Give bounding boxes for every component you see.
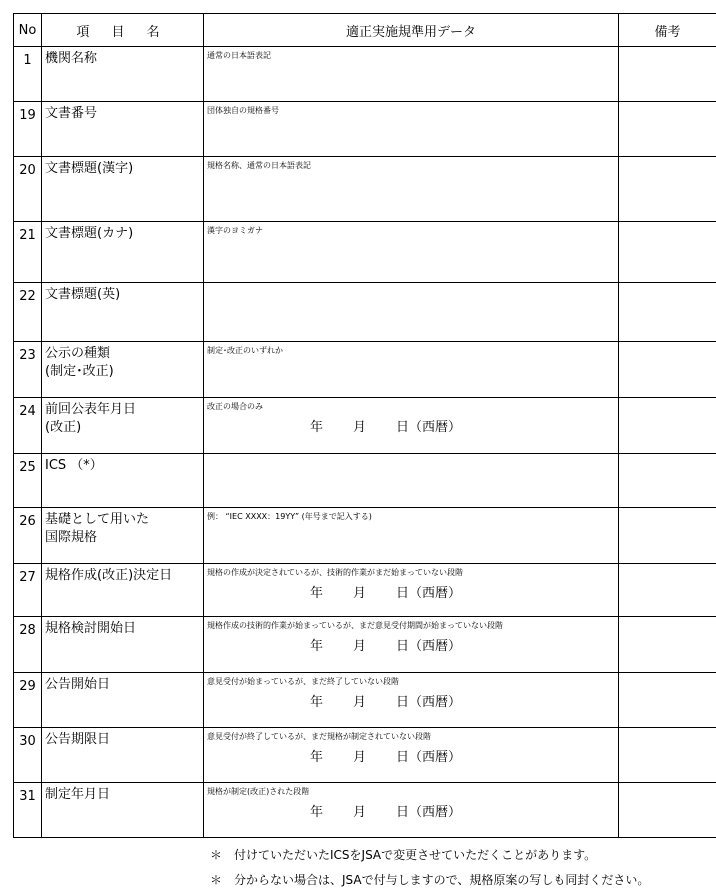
item-cell xyxy=(42,283,204,342)
remarks-cell[interactable] xyxy=(619,454,716,508)
item-cell xyxy=(42,564,204,617)
table-row xyxy=(14,617,716,673)
data-note: 通常の日本語表記 xyxy=(207,51,271,60)
day-label: 日（西暦） xyxy=(396,695,462,710)
item-name: 文書番号 xyxy=(45,106,98,121)
table-row xyxy=(14,508,716,564)
table-row xyxy=(14,398,716,454)
month-label: 月 xyxy=(353,750,367,765)
row-number: 30 xyxy=(14,728,42,783)
year-label: 年 xyxy=(310,805,324,820)
year-label: 年 xyxy=(310,695,324,710)
row-number: 22 xyxy=(14,283,42,342)
month-label: 月 xyxy=(353,639,367,654)
remarks-cell[interactable] xyxy=(619,508,716,564)
table-row xyxy=(14,222,716,283)
table-row xyxy=(14,102,716,157)
row-number: 27 xyxy=(14,564,42,617)
item-cell xyxy=(42,673,204,728)
year-label: 年 xyxy=(310,586,324,601)
data-cell[interactable] xyxy=(204,617,619,673)
item-cell xyxy=(42,222,204,283)
table-row xyxy=(14,342,716,398)
row-number: 20 xyxy=(14,157,42,222)
month-label: 月 xyxy=(353,586,367,601)
item-name: 制定年月日 xyxy=(45,787,111,802)
header-data: 適正実施規準用データ xyxy=(204,14,619,47)
header-item: 項 目 名 xyxy=(42,14,204,47)
row-number: 24 xyxy=(14,398,42,454)
header-no: No xyxy=(14,14,42,47)
remarks-cell[interactable] xyxy=(619,283,716,342)
item-name: 機関名称 xyxy=(45,51,98,66)
remarks-cell[interactable] xyxy=(619,398,716,454)
data-note: 意見受付が終了しているが、まだ規格が制定されていない段階 xyxy=(207,732,431,741)
row-number: 26 xyxy=(14,508,42,564)
data-note: 規格が制定(改正)された段階 xyxy=(207,787,310,796)
item-name: 公示の種類 xyxy=(45,346,111,361)
data-cell[interactable] xyxy=(204,728,619,783)
data-cell[interactable] xyxy=(204,102,619,157)
day-label: 日（西暦） xyxy=(396,586,462,601)
data-note: 漢字のヨミガナ xyxy=(207,226,263,235)
date-line xyxy=(207,416,618,435)
day-label: 日（西暦） xyxy=(396,805,462,820)
item-cell xyxy=(42,728,204,783)
data-cell[interactable] xyxy=(204,47,619,102)
item-name-sub: 国際規格 xyxy=(45,530,98,545)
item-name-sub: (改正) xyxy=(45,420,82,435)
data-cell[interactable] xyxy=(204,673,619,728)
item-name: 文書標題(漢字) xyxy=(45,161,134,176)
data-note: 例： “IEC XXXX：19YY” (年号まで記入する) xyxy=(207,512,372,521)
footnote-unknown: ＊ 分からない場合は、JSAで付与しますので、規格原案の写しも同封ください。 xyxy=(210,873,650,887)
table-row xyxy=(14,47,716,102)
item-cell xyxy=(42,398,204,454)
table-row xyxy=(14,728,716,783)
remarks-cell[interactable] xyxy=(619,47,716,102)
row-number: 29 xyxy=(14,673,42,728)
item-name: 公告期限日 xyxy=(45,732,111,747)
remarks-cell[interactable] xyxy=(619,222,716,283)
footnote-ics: ＊ 付けていただいたICSをJSAで変更させていただくことがあります。 xyxy=(210,848,597,862)
date-line xyxy=(207,635,618,654)
table-row xyxy=(14,283,716,342)
row-number: 31 xyxy=(14,783,42,838)
item-cell xyxy=(42,617,204,673)
row-number: 1 xyxy=(14,47,42,102)
remarks-cell[interactable] xyxy=(619,342,716,398)
month-label: 月 xyxy=(353,420,367,435)
data-note: 規格名称、通常の日本語表記 xyxy=(207,161,311,170)
item-cell xyxy=(42,157,204,222)
date-line xyxy=(207,746,618,765)
data-cell[interactable] xyxy=(204,564,619,617)
remarks-cell[interactable] xyxy=(619,673,716,728)
data-cell[interactable] xyxy=(204,222,619,283)
table-row xyxy=(14,783,716,838)
data-note: 制定･改正のいずれか xyxy=(207,346,283,355)
table-row xyxy=(14,564,716,617)
row-number: 21 xyxy=(14,222,42,283)
date-line xyxy=(207,691,618,710)
item-name: 文書標題(カナ) xyxy=(45,226,134,241)
data-cell[interactable] xyxy=(204,454,619,508)
data-cell[interactable] xyxy=(204,398,619,454)
table-row xyxy=(14,157,716,222)
day-label: 日（西暦） xyxy=(396,750,462,765)
table-row xyxy=(14,454,716,508)
data-cell[interactable] xyxy=(204,342,619,398)
standards-data-form xyxy=(13,13,716,838)
data-cell[interactable] xyxy=(204,157,619,222)
item-name-sub: (制定･改正) xyxy=(45,364,114,379)
header-row xyxy=(14,14,716,47)
item-cell xyxy=(42,783,204,838)
remarks-cell[interactable] xyxy=(619,728,716,783)
data-cell[interactable] xyxy=(204,508,619,564)
data-cell[interactable] xyxy=(204,283,619,342)
item-name: 基礎として用いた xyxy=(45,512,150,527)
month-label: 月 xyxy=(353,695,367,710)
row-number: 25 xyxy=(14,454,42,508)
month-label: 月 xyxy=(353,805,367,820)
item-name: ICS （*） xyxy=(45,458,103,473)
item-name: 規格検討開始日 xyxy=(45,621,137,636)
item-cell xyxy=(42,454,204,508)
day-label: 日（西暦） xyxy=(396,639,462,654)
item-name: 前回公表年月日 xyxy=(45,402,137,417)
year-label: 年 xyxy=(310,750,324,765)
item-cell xyxy=(42,102,204,157)
remarks-cell[interactable] xyxy=(619,102,716,157)
data-note: 改正の場合のみ xyxy=(207,402,263,411)
remarks-cell[interactable] xyxy=(619,564,716,617)
remarks-cell[interactable] xyxy=(619,783,716,838)
table-row xyxy=(14,673,716,728)
item-cell xyxy=(42,47,204,102)
item-name: 公告開始日 xyxy=(45,677,111,692)
data-note: 意見受付が始まっているが、まだ終了していない段階 xyxy=(207,677,399,686)
remarks-cell[interactable] xyxy=(619,617,716,673)
row-number: 28 xyxy=(14,617,42,673)
data-note: 規格の作成が決定されているが、技術的作業がまだ始まっていない段階 xyxy=(207,568,463,577)
date-line xyxy=(207,582,618,601)
row-number: 23 xyxy=(14,342,42,398)
data-note: 団体独自の規格番号 xyxy=(207,106,279,115)
day-label: 日（西暦） xyxy=(396,420,462,435)
data-cell[interactable] xyxy=(204,783,619,838)
year-label: 年 xyxy=(310,420,324,435)
remarks-cell[interactable] xyxy=(619,157,716,222)
header-remarks: 備考 xyxy=(619,14,716,47)
item-name: 文書標題(英) xyxy=(45,287,121,302)
item-cell xyxy=(42,342,204,398)
data-note: 規格作成の技術的作業が始まっているが、まだ意見受付期間が始まっていない段階 xyxy=(207,621,503,630)
date-line xyxy=(207,801,618,820)
row-number: 19 xyxy=(14,102,42,157)
item-cell xyxy=(42,508,204,564)
year-label: 年 xyxy=(310,639,324,654)
item-name: 規格作成(改正)決定日 xyxy=(45,568,173,583)
